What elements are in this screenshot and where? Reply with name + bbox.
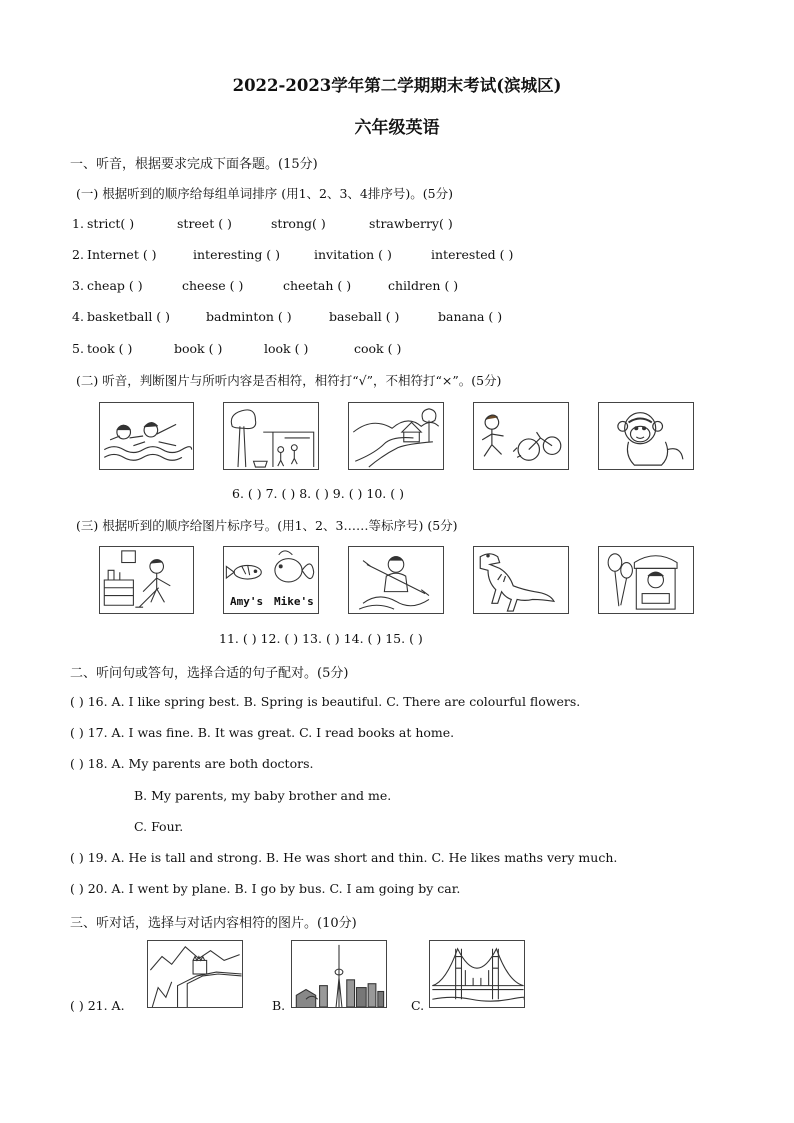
sub2-answer-blanks[interactable]: 6. ( ) 7. ( ) 8. ( ) 9. ( ) 10. ( ): [232, 486, 404, 501]
part2-heading: 二、听问句或答句，选择合适的句子配对。(5分): [70, 666, 349, 681]
part1-sub1-heading: (一) 根据听到的顺序给每组单词排序 (用1、2、3、4排序号)。(5分): [76, 186, 453, 201]
fish-picture: [223, 546, 319, 614]
question-18-option-b[interactable]: B. My parents, my baby brother and me.: [134, 788, 392, 803]
park-tree-picture: [223, 402, 319, 470]
word-item[interactable]: banana ( ): [438, 309, 503, 324]
boy-fell-bike-picture: [473, 402, 569, 470]
question-16[interactable]: ( ) 16. A. I like spring best. B. Spring is beautiful. C. There are colourful flowers.: [70, 694, 581, 709]
row-number: 1.: [72, 216, 84, 231]
question-20[interactable]: ( ) 20. A. I went by plane. B. I go by bus. C. I am going by car.: [70, 881, 461, 896]
tv-tower-city-picture[interactable]: [291, 940, 387, 1008]
part3-heading: 三、听对话，选择与对话内容相符的图片。(10分): [70, 916, 357, 931]
exam-title: 2022-2023学年第二学期期末考试(滨城区): [232, 76, 562, 95]
word-item[interactable]: look ( ): [264, 341, 309, 356]
fish-label-mike: Mike's: [274, 595, 314, 608]
fish-label-amy: Amy's: [230, 595, 264, 608]
word-item[interactable]: cook ( ): [354, 341, 402, 356]
word-item[interactable]: book ( ): [174, 341, 223, 356]
shop-balloons-picture: [598, 546, 694, 614]
row-number: 2.: [72, 247, 84, 262]
option-b-label[interactable]: B.: [272, 998, 286, 1013]
boy-rowing-picture: [348, 546, 444, 614]
question-18[interactable]: ( ) 18. A. My parents are both doctors.: [70, 756, 314, 771]
word-item[interactable]: interesting ( ): [193, 247, 281, 262]
word-item[interactable]: baseball ( ): [329, 309, 400, 324]
row-number: 5.: [72, 341, 84, 356]
kids-swimming-picture: [99, 402, 194, 470]
word-item[interactable]: Internet ( ): [87, 247, 157, 262]
word-item[interactable]: strong( ): [271, 216, 326, 231]
word-item[interactable]: cheetah ( ): [283, 278, 352, 293]
word-item[interactable]: children ( ): [388, 278, 459, 293]
row-number: 4.: [72, 309, 84, 324]
boy-sweeping-picture: [99, 546, 194, 614]
question-21-prefix[interactable]: ( ) 21. A.: [70, 998, 125, 1013]
word-item[interactable]: strict( ): [87, 216, 135, 231]
row-number: 3.: [72, 278, 84, 293]
question-18-option-c[interactable]: C. Four.: [134, 819, 184, 834]
dinosaur-picture: [473, 546, 569, 614]
word-item[interactable]: cheese ( ): [182, 278, 244, 293]
great-wall-picture[interactable]: [147, 940, 243, 1008]
part1-heading: 一、听音，根据要求完成下面各题。(15分): [70, 157, 318, 172]
river-house-picture: [348, 402, 444, 470]
part1-sub3-heading: (三) 根据听到的顺序给图片标序号。(用1、2、3……等标序号) (5分): [76, 518, 458, 533]
sub3-answer-blanks[interactable]: 11. ( ) 12. ( ) 13. ( ) 14. ( ) 15. ( ): [219, 631, 423, 646]
monkey-picture: [598, 402, 694, 470]
word-item[interactable]: took ( ): [87, 341, 133, 356]
word-item[interactable]: interested ( ): [431, 247, 514, 262]
option-c-label[interactable]: C.: [411, 998, 425, 1013]
word-item[interactable]: badminton ( ): [206, 309, 292, 324]
exam-subtitle: 六年级英语: [354, 118, 440, 138]
question-17[interactable]: ( ) 17. A. I was fine. B. It was great. C. I read books at home.: [70, 725, 455, 740]
word-item[interactable]: cheap ( ): [87, 278, 143, 293]
question-19[interactable]: ( ) 19. A. He is tall and strong. B. He was short and thin. C. He likes maths very much.: [70, 850, 618, 865]
golden-gate-bridge-picture[interactable]: [429, 940, 525, 1008]
word-item[interactable]: street ( ): [177, 216, 232, 231]
word-item[interactable]: basketball ( ): [87, 309, 171, 324]
part1-sub2-heading: (二) 听音，判断图片与所听内容是否相符，相符打“√”，不相符打“×”。(5分): [76, 373, 502, 388]
word-item[interactable]: invitation ( ): [314, 247, 392, 262]
word-item[interactable]: strawberry( ): [369, 216, 453, 231]
